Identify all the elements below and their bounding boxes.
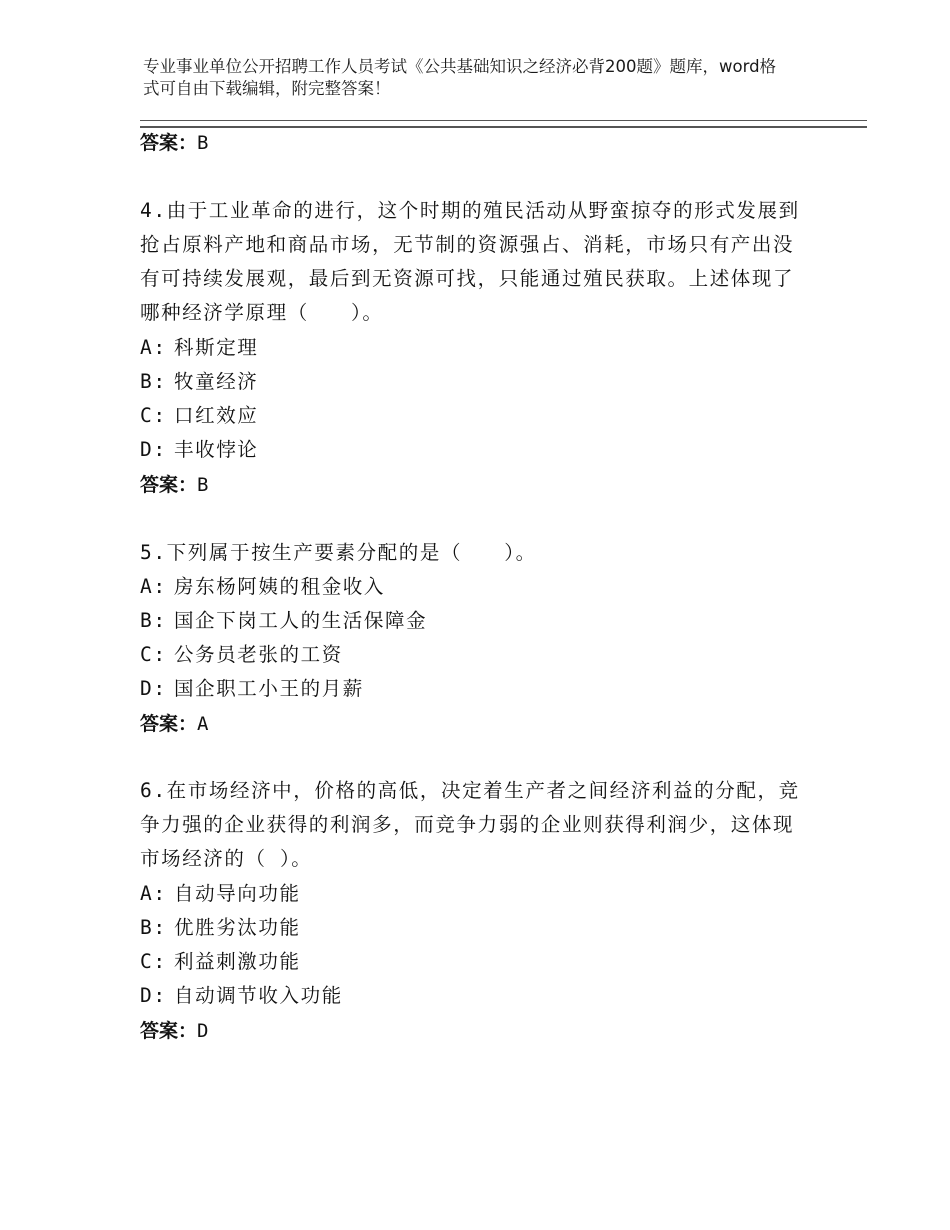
answer-value: B — [197, 132, 209, 154]
option-text: 牧童经济 — [174, 370, 259, 393]
question-5-option-c — [140, 643, 343, 667]
question-5-option-a — [140, 575, 385, 599]
option-text: 公务员老张的工资 — [174, 643, 343, 666]
question-4-option-b — [140, 370, 258, 394]
option-key: B: — [140, 609, 167, 632]
question-5-option-d — [140, 677, 364, 701]
answer-label: 答案： — [140, 713, 198, 735]
answer-value: B — [197, 474, 209, 496]
question-4-option-d — [140, 438, 258, 462]
question-4-answer — [140, 473, 208, 497]
answer-value: A — [197, 713, 209, 735]
option-key: D: — [140, 677, 167, 700]
option-text: 国企下岗工人的生活保障金 — [174, 609, 428, 632]
question-6-answer — [140, 1019, 208, 1043]
option-key: D: — [140, 984, 167, 1007]
question-6-option-a — [140, 882, 301, 906]
option-text: 自动调节收入功能 — [174, 984, 343, 1007]
option-key: D: — [140, 438, 167, 461]
option-key: A: — [140, 336, 167, 359]
option-key: C: — [140, 404, 167, 427]
document-header: 专业事业单位公开招聘工作人员考试《公共基础知识之经济必背200题》题库，word格式可自由下载编辑，附完整答案！ — [143, 57, 777, 98]
question-4-option-a — [140, 336, 258, 360]
option-text: 房东杨阿姨的租金收入 — [174, 575, 386, 598]
option-key: A: — [140, 882, 167, 905]
option-key: C: — [140, 643, 167, 666]
option-text: 科斯定理 — [174, 336, 259, 359]
option-text: 优胜劣汰功能 — [174, 916, 301, 939]
question-4-stem: 4.由于工业革命的进行，这个时期的殖民活动从野蛮掠夺的形式发展到抢占原料产地和商品市场，无节制的资源强占、消耗，市场只有产出没有可持续发展观，最后到无资源可找，只能通过殖民获取。上述体现了哪种经济学原理（ ）。 — [140, 199, 800, 324]
option-key: A: — [140, 575, 167, 598]
option-text: 利益刺激功能 — [174, 950, 301, 973]
option-text: 自动导向功能 — [174, 882, 301, 905]
question-6-option-d — [140, 984, 343, 1008]
option-key: B: — [140, 916, 167, 939]
option-text: 国企职工小王的月薪 — [174, 677, 364, 700]
question-5-stem: 5.下列属于按生产要素分配的是（ ）。 — [140, 541, 537, 564]
question-5-answer — [140, 712, 208, 736]
header-rule — [140, 120, 867, 128]
answer-label: 答案： — [140, 474, 198, 496]
question-6-stem: 6.在市场经济中，价格的高低，决定着生产者之间经济利益的分配，竞争力强的企业获得的利润多，而竞争力弱的企业则获得利润少，这体现市场经济的（ ）。 — [140, 779, 800, 870]
answer-label: 答案： — [140, 132, 198, 154]
question-6-option-c — [140, 950, 301, 974]
option-text: 丰收悖论 — [174, 438, 259, 461]
option-text: 口红效应 — [174, 404, 259, 427]
answer-value: D — [197, 1020, 209, 1042]
question-4-option-c — [140, 404, 258, 428]
answer-prev — [140, 131, 208, 155]
question-5-option-b — [140, 609, 427, 633]
answer-label: 答案： — [140, 1020, 198, 1042]
option-key: B: — [140, 370, 167, 393]
option-key: C: — [140, 950, 167, 973]
question-6-option-b — [140, 916, 301, 940]
